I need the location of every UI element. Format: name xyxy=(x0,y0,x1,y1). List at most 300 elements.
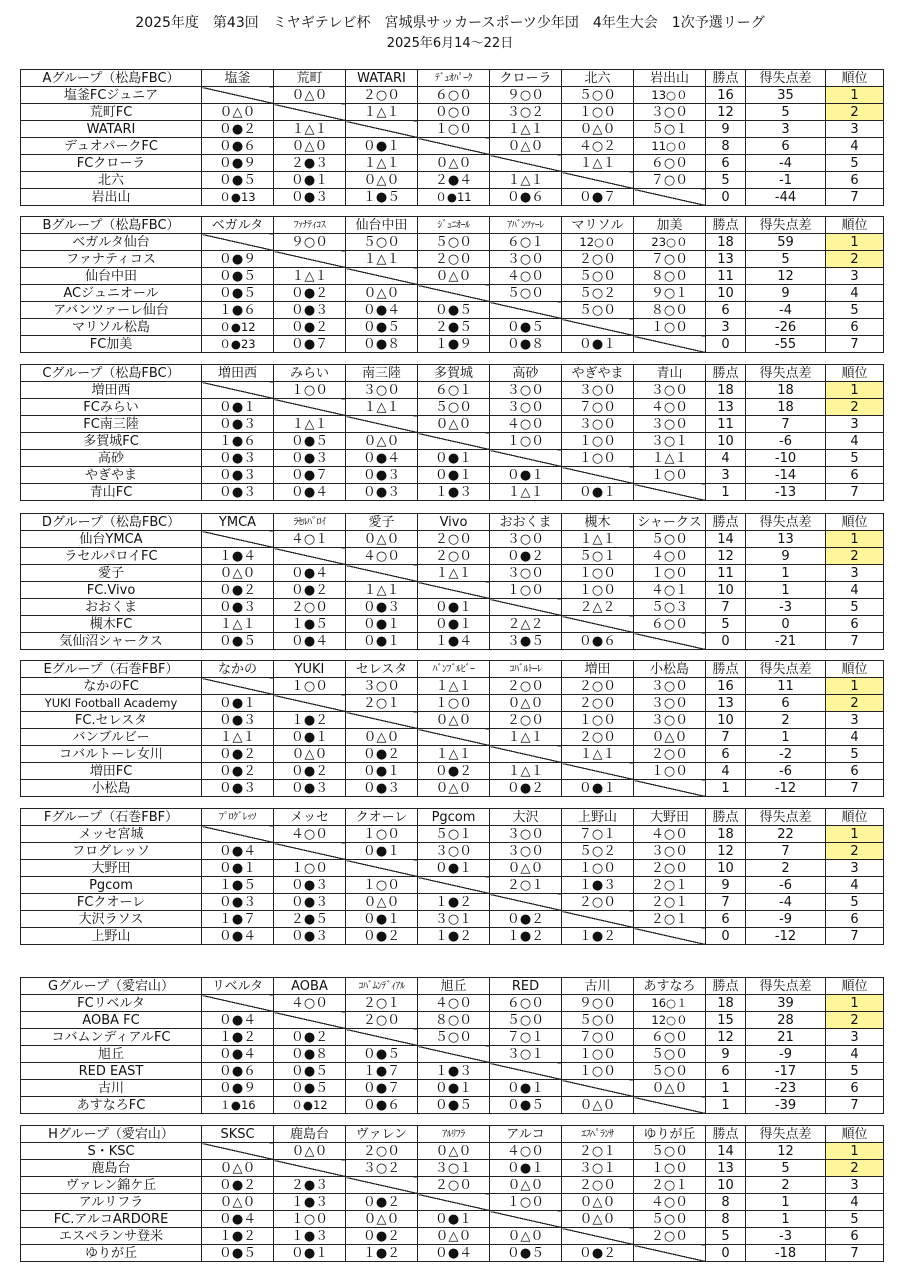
match-result: ０●23 xyxy=(202,336,274,353)
goal-diff-cell: 2 xyxy=(746,1177,826,1194)
match-result: ０●７ xyxy=(562,189,634,206)
match-result: ０●４ xyxy=(202,1211,274,1228)
match-result: ２○０ xyxy=(418,548,490,565)
team-name: メッセ宮城 xyxy=(21,826,202,843)
match-result: ０●１ xyxy=(202,399,274,416)
goal-diff-cell: 9 xyxy=(746,285,826,302)
points-cell: 5 xyxy=(706,616,746,633)
points-cell: 3 xyxy=(706,319,746,336)
match-result: ６○１ xyxy=(418,382,490,399)
match-result: ７○０ xyxy=(634,251,706,268)
match-result: ０△０ xyxy=(274,87,346,104)
team-name: マリソル松島 xyxy=(21,319,202,336)
match-result: ２○０ xyxy=(346,1143,418,1160)
team-name: 上野山 xyxy=(21,928,202,945)
match-result: ２○０ xyxy=(562,678,634,695)
table-row xyxy=(21,616,884,633)
points-cell: 10 xyxy=(706,860,746,877)
points-cell: 13 xyxy=(706,695,746,712)
match-result: ０●５ xyxy=(418,302,490,319)
opponent-header: 大野田 xyxy=(634,809,706,826)
rank-cell: 6 xyxy=(826,1080,884,1097)
match-result: ０△０ xyxy=(562,1211,634,1228)
team-name: FCみらい xyxy=(21,399,202,416)
goal-diff-cell: 1 xyxy=(746,729,826,746)
match-result: ３○０ xyxy=(490,565,562,582)
match-result: ０●２ xyxy=(418,763,490,780)
table-row xyxy=(21,251,884,268)
match-result: ２○０ xyxy=(418,1177,490,1194)
self-match-cell xyxy=(274,1160,346,1177)
match-result: ３○０ xyxy=(490,531,562,548)
match-result: ２○０ xyxy=(346,87,418,104)
match-result: ３○０ xyxy=(562,382,634,399)
group-table xyxy=(20,977,884,1114)
match-result: ０●５ xyxy=(346,1046,418,1063)
opponent-header: クローラ xyxy=(490,70,562,87)
goal-diff-cell: -21 xyxy=(746,633,826,650)
opponent-header: みらい xyxy=(274,365,346,382)
points-cell: 4 xyxy=(706,450,746,467)
opponent-header: 増田西 xyxy=(202,365,274,382)
match-result: ２○０ xyxy=(634,1228,706,1245)
team-name: 旭丘 xyxy=(21,1046,202,1063)
points-cell: 7 xyxy=(706,599,746,616)
match-result: 16○１ xyxy=(634,995,706,1012)
match-result: ０●７ xyxy=(346,1080,418,1097)
match-result: ２△２ xyxy=(562,599,634,616)
rank-cell: 2 xyxy=(826,843,884,860)
self-match-cell xyxy=(418,582,490,599)
goal-diff-cell: -9 xyxy=(746,1046,826,1063)
group-table xyxy=(20,364,884,501)
match-result: ０●５ xyxy=(490,319,562,336)
rank-cell: 3 xyxy=(826,860,884,877)
self-match-cell xyxy=(418,285,490,302)
match-result: １●３ xyxy=(418,484,490,501)
team-name: あすなろFC xyxy=(21,1097,202,1114)
team-name: おおくま xyxy=(21,599,202,616)
team-name: やぎやま xyxy=(21,467,202,484)
goal-diff-cell: 28 xyxy=(746,1012,826,1029)
team-name: FC加美 xyxy=(21,336,202,353)
team-name: ACジュニオール xyxy=(21,285,202,302)
points-header: 勝点 xyxy=(706,70,746,87)
match-result: ５○０ xyxy=(562,302,634,319)
group-name: Eグループ（石巻FBF） xyxy=(21,661,202,678)
rank-cell: 5 xyxy=(826,450,884,467)
table-row xyxy=(21,336,884,353)
match-result: ０●12 xyxy=(202,319,274,336)
goal-diff-cell: 6 xyxy=(746,138,826,155)
goal-diff-cell: 21 xyxy=(746,1029,826,1046)
page-dates: 2025年6月14～22日 xyxy=(386,36,514,51)
match-result: ２○０ xyxy=(562,251,634,268)
goal-diff-cell: -12 xyxy=(746,928,826,945)
team-name: 多賀城FC xyxy=(21,433,202,450)
match-result: ５○０ xyxy=(490,285,562,302)
match-result: ０●４ xyxy=(202,1046,274,1063)
points-header: 勝点 xyxy=(706,217,746,234)
rank-cell: 5 xyxy=(826,302,884,319)
self-match-cell xyxy=(490,746,562,763)
rank-cell: 6 xyxy=(826,1228,884,1245)
match-result: １○０ xyxy=(562,1046,634,1063)
match-result: １●２ xyxy=(202,1029,274,1046)
match-result: ０●３ xyxy=(202,450,274,467)
goal-diff-header: 得失点差 xyxy=(746,1126,826,1143)
goal-diff-cell: 2 xyxy=(746,860,826,877)
points-cell: 18 xyxy=(706,995,746,1012)
match-result: ０●５ xyxy=(490,1245,562,1262)
match-result: ０●２ xyxy=(346,1228,418,1245)
match-result: ２○１ xyxy=(634,894,706,911)
match-result: ７○０ xyxy=(562,399,634,416)
match-result: １△１ xyxy=(418,565,490,582)
match-result: 12○０ xyxy=(634,1012,706,1029)
match-result: ６○０ xyxy=(634,616,706,633)
table-row xyxy=(21,1245,884,1262)
team-name: RED EAST xyxy=(21,1063,202,1080)
match-result: ０●３ xyxy=(274,189,346,206)
match-result: ２●４ xyxy=(418,172,490,189)
match-result: ５○０ xyxy=(562,268,634,285)
match-result: ３○０ xyxy=(634,695,706,712)
points-cell: 6 xyxy=(706,746,746,763)
self-match-cell xyxy=(634,336,706,353)
match-result: ０●８ xyxy=(346,336,418,353)
match-result: １△１ xyxy=(418,678,490,695)
rank-cell: 1 xyxy=(826,531,884,548)
match-result: ４○０ xyxy=(634,399,706,416)
match-result: ０●３ xyxy=(346,599,418,616)
match-result: ０●１ xyxy=(346,843,418,860)
team-name: 鹿島台 xyxy=(21,1160,202,1177)
points-cell: 16 xyxy=(706,87,746,104)
points-cell: 8 xyxy=(706,1211,746,1228)
self-match-cell xyxy=(346,860,418,877)
goal-diff-cell: 12 xyxy=(746,1143,826,1160)
self-match-cell xyxy=(346,268,418,285)
match-result: ３○０ xyxy=(346,382,418,399)
table-row xyxy=(21,531,884,548)
rank-header: 順位 xyxy=(826,809,884,826)
rank-cell: 4 xyxy=(826,582,884,599)
opponent-header: ｱﾙﾘﾌﾗ xyxy=(418,1126,490,1143)
match-result: ０●５ xyxy=(202,633,274,650)
table-row xyxy=(21,104,884,121)
table-row xyxy=(21,826,884,843)
goal-diff-cell: 1 xyxy=(746,582,826,599)
self-match-cell xyxy=(634,484,706,501)
goal-diff-cell: -4 xyxy=(746,302,826,319)
goal-diff-cell: -44 xyxy=(746,189,826,206)
team-name: YUKI Football Academy xyxy=(21,695,202,712)
self-match-cell xyxy=(634,928,706,945)
match-result: ０●６ xyxy=(346,1097,418,1114)
match-result: ０●１ xyxy=(490,1160,562,1177)
match-result: ０●４ xyxy=(346,450,418,467)
goal-diff-cell: 39 xyxy=(746,995,826,1012)
table-row xyxy=(21,1097,884,1114)
rank-cell: 7 xyxy=(826,633,884,650)
match-result: ０●３ xyxy=(346,780,418,797)
opponent-header: なかの xyxy=(202,661,274,678)
match-result: １○０ xyxy=(274,860,346,877)
match-result: ０●１ xyxy=(346,138,418,155)
points-cell: 6 xyxy=(706,302,746,319)
table-row xyxy=(21,1046,884,1063)
points-cell: 10 xyxy=(706,582,746,599)
rank-cell: 6 xyxy=(826,319,884,336)
goal-diff-cell: -6 xyxy=(746,433,826,450)
match-result: ０●５ xyxy=(202,1245,274,1262)
match-result: １●２ xyxy=(346,1245,418,1262)
match-result: ０●３ xyxy=(202,467,274,484)
self-match-cell xyxy=(490,599,562,616)
match-result: ０●４ xyxy=(274,484,346,501)
rank-cell: 2 xyxy=(826,1160,884,1177)
points-cell: 0 xyxy=(706,189,746,206)
team-name: 高砂 xyxy=(21,450,202,467)
goal-diff-cell: 1 xyxy=(746,565,826,582)
goal-diff-cell: 1 xyxy=(746,1211,826,1228)
rank-cell: 5 xyxy=(826,599,884,616)
match-result: ３○２ xyxy=(346,1160,418,1177)
team-name: FC南三陸 xyxy=(21,416,202,433)
match-result: １●２ xyxy=(274,712,346,729)
rank-cell: 7 xyxy=(826,780,884,797)
match-result: ２●５ xyxy=(418,319,490,336)
opponent-header: ｱﾊﾞﾝﾂｧｰﾚ xyxy=(490,217,562,234)
table-row xyxy=(21,382,884,399)
table-row xyxy=(21,1211,884,1228)
team-name: フログレッソ xyxy=(21,843,202,860)
match-result: ０△０ xyxy=(202,1194,274,1211)
match-result: ０●５ xyxy=(274,1063,346,1080)
opponent-header: ｺﾊﾞﾙﾄｰﾚ xyxy=(490,661,562,678)
match-result: ０●３ xyxy=(274,450,346,467)
match-result: ０●２ xyxy=(490,780,562,797)
team-name: 荒町FC xyxy=(21,104,202,121)
rank-cell: 7 xyxy=(826,189,884,206)
team-name: バンブルビー xyxy=(21,729,202,746)
self-match-cell xyxy=(346,712,418,729)
group-table xyxy=(20,513,884,650)
opponent-header: メッセ xyxy=(274,809,346,826)
match-result: ６○０ xyxy=(634,155,706,172)
self-match-cell xyxy=(274,843,346,860)
rank-header: 順位 xyxy=(826,70,884,87)
points-cell: 9 xyxy=(706,1046,746,1063)
self-match-cell xyxy=(634,189,706,206)
group-name: Fグループ（石巻FBF） xyxy=(21,809,202,826)
match-result: ０△０ xyxy=(202,565,274,582)
opponent-header: 上野山 xyxy=(562,809,634,826)
opponent-header: 加美 xyxy=(634,217,706,234)
match-result: １△１ xyxy=(346,104,418,121)
rank-cell: 1 xyxy=(826,234,884,251)
points-cell: 6 xyxy=(706,911,746,928)
self-match-cell xyxy=(346,565,418,582)
match-result: ３○１ xyxy=(418,911,490,928)
points-cell: 12 xyxy=(706,104,746,121)
match-result: ０●４ xyxy=(202,1012,274,1029)
goal-diff-cell: -4 xyxy=(746,155,826,172)
goal-diff-cell: 2 xyxy=(746,712,826,729)
team-name: 古川 xyxy=(21,1080,202,1097)
match-result: ０●５ xyxy=(346,319,418,336)
goal-diff-cell: -10 xyxy=(746,450,826,467)
match-result: １○０ xyxy=(274,678,346,695)
table-row xyxy=(21,87,884,104)
match-result: ５○２ xyxy=(562,285,634,302)
goal-diff-cell: -9 xyxy=(746,911,826,928)
rank-cell: 1 xyxy=(826,826,884,843)
team-name: 増田西 xyxy=(21,382,202,399)
goal-diff-header: 得失点差 xyxy=(746,809,826,826)
match-result: ２○０ xyxy=(346,1012,418,1029)
match-result: ０●２ xyxy=(274,319,346,336)
opponent-header: 仙台中田 xyxy=(346,217,418,234)
group-name: Hグループ（愛宕山） xyxy=(21,1126,202,1143)
rank-cell: 4 xyxy=(826,285,884,302)
match-result: ７○１ xyxy=(562,826,634,843)
match-result: １○０ xyxy=(562,1063,634,1080)
match-result: ３○０ xyxy=(634,104,706,121)
match-result: ０●３ xyxy=(202,712,274,729)
goal-diff-cell: -3 xyxy=(746,599,826,616)
match-result: ３○１ xyxy=(418,1160,490,1177)
match-result: ４○０ xyxy=(418,995,490,1012)
goal-diff-cell: 59 xyxy=(746,234,826,251)
points-header: 勝点 xyxy=(706,661,746,678)
self-match-cell xyxy=(634,1245,706,1262)
rank-cell: 7 xyxy=(826,336,884,353)
self-match-cell xyxy=(418,729,490,746)
opponent-header: アルコ xyxy=(490,1126,562,1143)
match-result: １●５ xyxy=(202,877,274,894)
table-row xyxy=(21,746,884,763)
table-row xyxy=(21,268,884,285)
match-result: ４○０ xyxy=(634,826,706,843)
goal-diff-cell: 7 xyxy=(746,843,826,860)
match-result: ４○０ xyxy=(274,995,346,1012)
match-result: ０●５ xyxy=(274,1080,346,1097)
match-result: ２○１ xyxy=(634,911,706,928)
opponent-header: ﾌｧﾅﾃｨｺｽ xyxy=(274,217,346,234)
group-table xyxy=(20,1125,884,1262)
table-row xyxy=(21,450,884,467)
goal-diff-cell: 18 xyxy=(746,382,826,399)
table-row xyxy=(21,995,884,1012)
opponent-header: ﾗｾﾙﾊﾟﾛｲ xyxy=(274,514,346,531)
self-match-cell xyxy=(490,450,562,467)
match-result: ６○０ xyxy=(490,995,562,1012)
match-result: ０△０ xyxy=(418,155,490,172)
match-result: ２●５ xyxy=(274,911,346,928)
goal-diff-cell: 3 xyxy=(746,121,826,138)
match-result: ３○０ xyxy=(634,382,706,399)
goal-diff-cell: 18 xyxy=(746,399,826,416)
match-result: ４○０ xyxy=(634,548,706,565)
rank-cell: 1 xyxy=(826,1143,884,1160)
self-match-cell xyxy=(274,548,346,565)
match-result: １△１ xyxy=(274,121,346,138)
opponent-header: 鹿島台 xyxy=(274,1126,346,1143)
rank-cell: 5 xyxy=(826,155,884,172)
opponent-header: ゆりが丘 xyxy=(634,1126,706,1143)
table-row xyxy=(21,1029,884,1046)
group-table xyxy=(20,660,884,797)
table-row xyxy=(21,1194,884,1211)
match-result: ２○１ xyxy=(490,877,562,894)
match-result: ５○０ xyxy=(346,234,418,251)
match-result: ８○０ xyxy=(634,268,706,285)
goal-diff-cell: -55 xyxy=(746,336,826,353)
match-result: １●５ xyxy=(346,189,418,206)
table-row xyxy=(21,712,884,729)
match-result: ２○１ xyxy=(634,877,706,894)
match-result: ２○０ xyxy=(562,1177,634,1194)
match-result: ５○０ xyxy=(418,234,490,251)
match-result: ０●７ xyxy=(274,467,346,484)
rank-cell: 6 xyxy=(826,911,884,928)
table-row xyxy=(21,780,884,797)
match-result: ４○０ xyxy=(634,1194,706,1211)
match-result: 11○０ xyxy=(634,138,706,155)
opponent-header: おおくま xyxy=(490,514,562,531)
self-match-cell xyxy=(562,319,634,336)
points-cell: 14 xyxy=(706,531,746,548)
goal-diff-cell: -12 xyxy=(746,780,826,797)
match-result: ０●３ xyxy=(274,877,346,894)
team-name: 仙台YMCA xyxy=(21,531,202,548)
match-result: ０△０ xyxy=(346,433,418,450)
points-cell: 1 xyxy=(706,1080,746,1097)
match-result: ２○０ xyxy=(490,678,562,695)
match-result: １○０ xyxy=(490,433,562,450)
match-result: ８○０ xyxy=(634,302,706,319)
table-row xyxy=(21,1143,884,1160)
opponent-header: 南三陸 xyxy=(346,365,418,382)
match-result: ３○０ xyxy=(634,678,706,695)
match-result: ０●１ xyxy=(490,467,562,484)
points-cell: 0 xyxy=(706,928,746,945)
rank-cell: 6 xyxy=(826,467,884,484)
match-result: ０●２ xyxy=(490,548,562,565)
table-row xyxy=(21,189,884,206)
match-result: １○０ xyxy=(562,860,634,877)
match-result: ３○０ xyxy=(490,826,562,843)
match-result: ２○０ xyxy=(562,695,634,712)
goal-diff-cell: -18 xyxy=(746,1245,826,1262)
match-result: ８○０ xyxy=(418,1012,490,1029)
rank-header: 順位 xyxy=(826,514,884,531)
self-match-cell xyxy=(562,1228,634,1245)
goal-diff-cell: -3 xyxy=(746,1228,826,1245)
self-match-cell xyxy=(202,1143,274,1160)
match-result: １●９ xyxy=(418,336,490,353)
match-result: １●４ xyxy=(202,548,274,565)
match-result: ２○１ xyxy=(562,1143,634,1160)
match-result: １○０ xyxy=(490,1194,562,1211)
match-result: ０●５ xyxy=(490,1097,562,1114)
match-result: ０●３ xyxy=(202,484,274,501)
match-result: ０●12 xyxy=(274,1097,346,1114)
match-result: ０●３ xyxy=(274,894,346,911)
self-match-cell xyxy=(274,399,346,416)
